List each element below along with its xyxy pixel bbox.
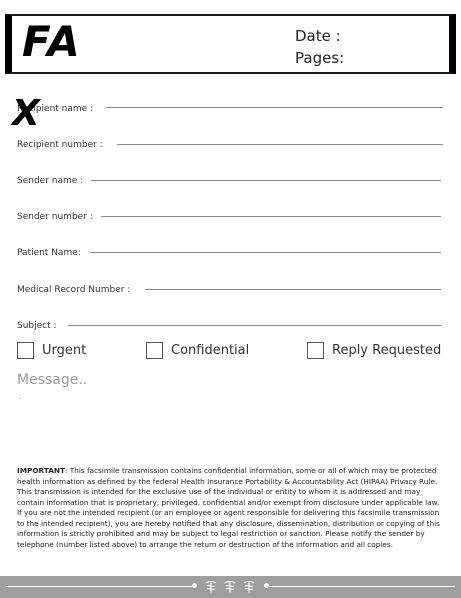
recipient-number-label: Recipient number : (17, 140, 103, 150)
reply-requested-checkbox[interactable] (307, 342, 441, 359)
confidential-label: Confidential (171, 343, 250, 358)
sender-name-label: Sender name : (17, 176, 84, 186)
confidentiality-notice (17, 466, 445, 550)
fax-title: FA (22, 17, 82, 66)
recipient-number-field[interactable] (17, 136, 103, 150)
urgent-checkbox[interactable] (17, 342, 86, 359)
urgent-label: Urgent (42, 343, 87, 358)
recipient-name-line[interactable] (106, 107, 443, 108)
notice-body: : This facsimile transmission contains confidential information, some or all of which may be protected health information as defined by the federal Health Insurance Portability & Accountability Act (HIPAA) Privacy Rule. This transmission is intended for the exclusive use of the individual or entity to whom it is addressed and may contain information that is proprietary, privileged, confidential and/or exempt from disclosure under applicable law. If you are not the intended recipient (or an employee or agent responsible for delivering this facsimile transmission to the intended recipient), you are hereby notified that any disclosure, dissemination, distribution or copying of this information is strictly prohibited and may be subject to legal restriction or sanction. Please notify the sender by telephone (number listed above) to arrange the return or destruction of the information and all copies. (17, 466, 440, 549)
caduceus-icon (243, 580, 255, 594)
medical-record-number-line[interactable] (145, 289, 441, 290)
footer-bar (0, 576, 461, 598)
sender-number-label: Sender number : (17, 212, 93, 222)
sender-number-field[interactable] (17, 208, 93, 222)
reply-requested-checkbox-box[interactable] (307, 342, 324, 359)
confidential-checkbox-box[interactable] (146, 342, 163, 359)
sender-name-line[interactable] (91, 180, 441, 181)
pages-label: Pages: (295, 49, 345, 67)
reply-requested-label: Reply Requested (332, 343, 442, 358)
message-dot: . (18, 392, 21, 401)
urgent-checkbox-box[interactable] (17, 342, 34, 359)
footer-dot-left (192, 583, 197, 588)
footer-line-left (6, 586, 192, 587)
fax-title-x: X (12, 93, 40, 134)
subject-label: Subject : (17, 321, 57, 331)
subject-field[interactable] (17, 317, 57, 331)
patient-name-field[interactable] (17, 244, 81, 258)
patient-name-label: Patient Name: (17, 248, 81, 258)
caduceus-icon (205, 580, 217, 594)
medical-record-number-field[interactable] (17, 281, 130, 295)
notice-heading: IMPORTANT (17, 466, 65, 475)
message-placeholder[interactable]: Message.. (17, 372, 88, 388)
sender-number-line[interactable] (101, 216, 441, 217)
fax-header (5, 14, 456, 74)
recipient-number-line[interactable] (117, 144, 443, 145)
subject-line[interactable] (68, 325, 441, 326)
sender-name-field[interactable] (17, 172, 83, 186)
footer-line-right (269, 586, 455, 587)
confidential-checkbox[interactable] (146, 342, 249, 359)
recipient-name-label: Recipient name : (17, 104, 94, 114)
patient-name-line[interactable] (90, 252, 441, 253)
caduceus-icon (224, 580, 236, 594)
medical-record-number-label: Medical Record Number : (17, 285, 131, 295)
date-label: Date : (295, 27, 341, 45)
